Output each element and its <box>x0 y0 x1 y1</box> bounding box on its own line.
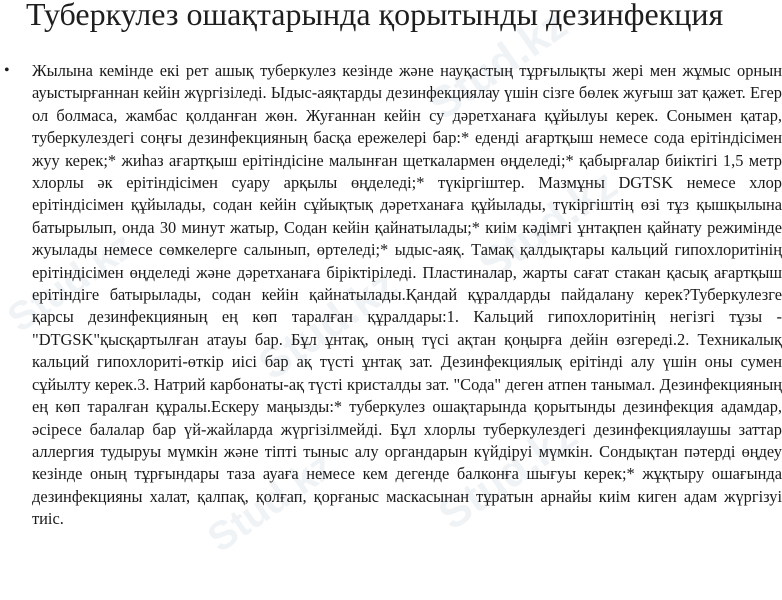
watermark: Stud.kz <box>469 159 627 290</box>
watermark: Stud.kz <box>0 223 142 341</box>
watermark: Stud.kz <box>199 443 342 561</box>
watermark: Stud.kz <box>249 259 407 390</box>
watermark: Stud.kz <box>429 409 587 540</box>
bullet-item <box>0 60 782 531</box>
bullet-text: Жылына кемінде екі рет ашық туберкулез кезінде және науқастың тұрғылықты жері мен жұмыс орнын ауыстырғаннан кейін жүргізіледі. Ыдыс-аяқтарды дезинфекциялау үшін сізге бөлек жуғыш зат қажет. Егер ол болмаса, жамбас қолданған жөн. Жуғаннан кейін су дәретханаға құйылуы керек. Сонымен қатар, туберкулездегі соңғы дезинфекцияның басқа ережелері бар:* еденді ағартқыш немесе сода ерітіндісімен жуу керек;* жиһаз ағартқыш ерітіндісіне малынған щеткалармен өңделеді;* қабырғалар биіктігі 1,5 метр хлорлы әк ерітіндісімен суару арқылы өңделеді;* түкіргіштер. Мазмұны DGTSK немесе хлор ерітіндісімен құйылады, содан кейін сұйықтық дәретханаға құйылады, түкіргіштің өзі тұз қышқылына батырылып, онда 30 минут жатыр, Содан кейін қайнатылады;* киім кәдімгі ұнтақпен қайнату режимінде жуылады немесе сөмкелерге салынып, өртеледі;* ыдыс-аяқ. Тамақ қалдықтары кальций гипохлоритінің ерітіндісімен өңделеді және дәретханаға біріктіріледі. Пластиналар, жарты сағат стакан қасық ағартқыш ерітіндіге батырылады, содан кейін қайнатылады.Қандай құралдарды пайдалану керек?Туберкулезге қарсы дезинфекцияның ең көп таралған құралдары:1. Кальций гипохлоритінің негізгі тұзы - "DTGSK"қысқартылған атауы бар. Бұл ұнтақ, оның түсі ақтан қоңырға дейін өзгереді.2. Техникалық кальций гипохлориті-өткір иісі бар ақ түсті ұнтақ зат. Дезинфекциялық ерітінді алу үшін оны сумен сұйылту керек.3. Натрий карбонаты-ақ түсті кристалды зат. "Сода" деген атпен танымал. Дезинфекцияның ең көп таралған құралы.Ескеру маңызды:* туберкулез ошақтарында қорытынды дезинфекция адамдар, әсіресе балалар бар үй-жайларда жүргізілмейді. Бұл хлорлы туберкулездегі дезинфекциялаушы заттар аллергия тудыруы мүмкін және тіпті тыныс алу органдарын күйдіруі мүмкін. Сондықтан пәтерді өңдеу кезінде оның тұрғындары таза ауаға немесе кем дегенде балконға шығуы керек;* жұқтыру ошағында дезинфекцияны халат, қалпақ, қолғап, қорғаныс маскасынан тұратын арнайы киім киген адам жүргізуі тиіс. <box>32 61 782 529</box>
bullet-list <box>0 60 782 531</box>
bullet-marker: • <box>4 62 10 79</box>
slide-title: Туберкулез ошақтарында қорытынды дезинфекция <box>26 0 724 32</box>
watermark: Stud.kz <box>419 0 577 130</box>
